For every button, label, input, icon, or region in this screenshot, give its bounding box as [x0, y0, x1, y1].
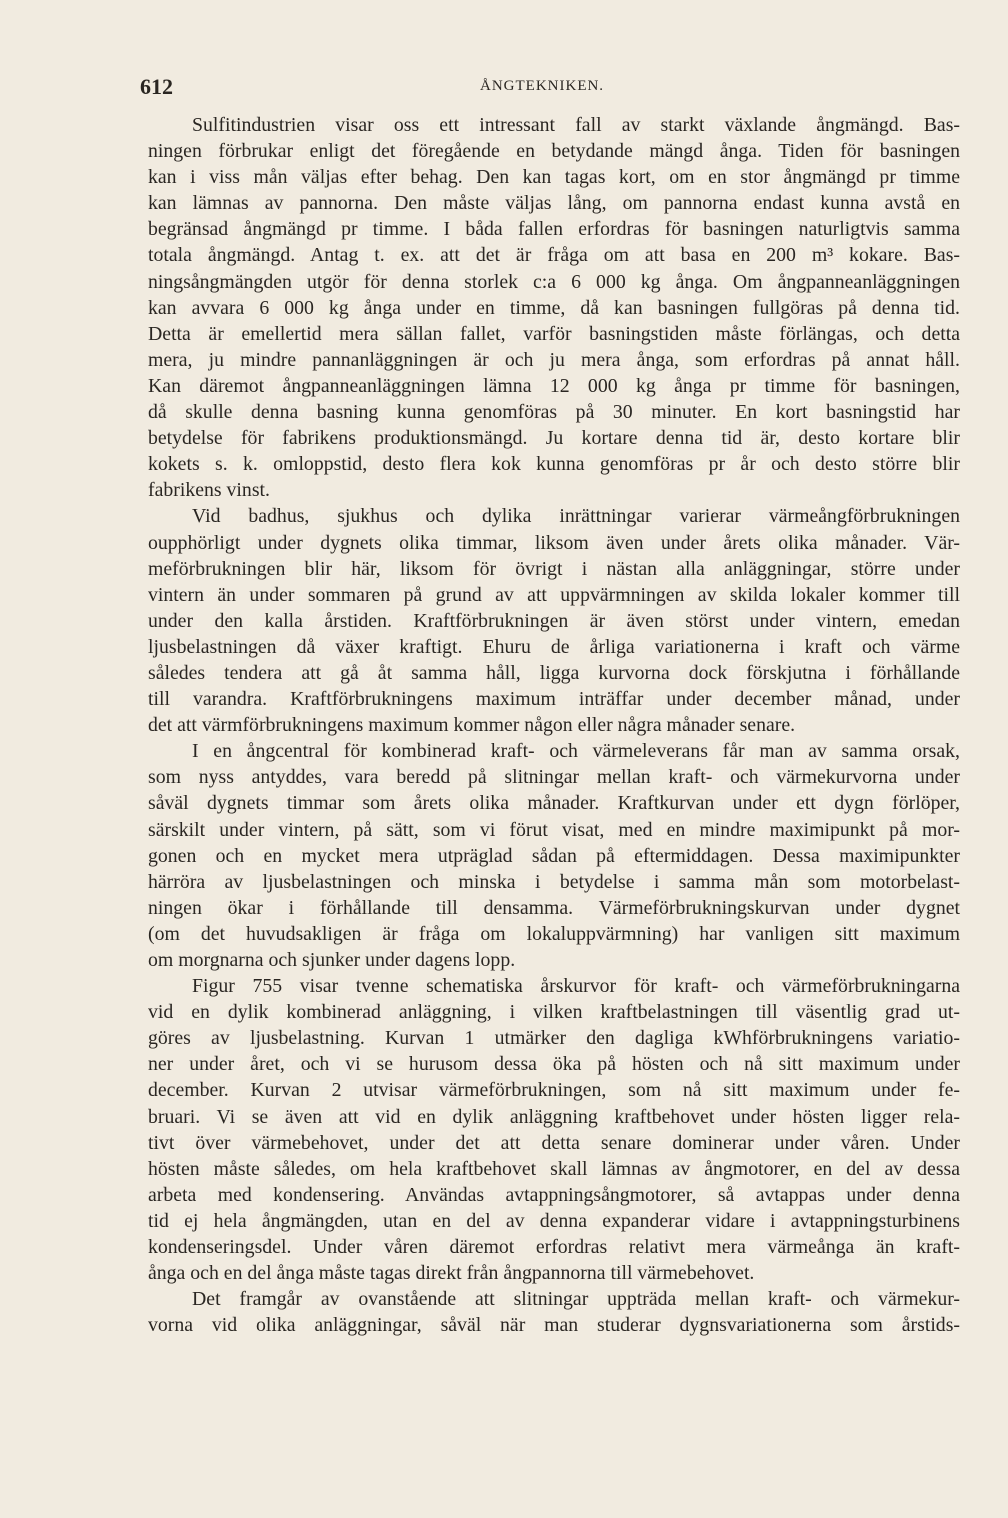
text-line: begränsad ångmängd pr timme. I båda fallen erfordras för basningen naturligtvis samma: [148, 218, 960, 241]
text-line: ningen ökar i förhållande till densamma. Värmeförbrukningskurvan under dygnet: [148, 896, 960, 919]
text-line: mera, ju mindre pannanläggningen är och ju mera ånga, som erfordras på annat håll.: [148, 348, 960, 371]
text-line: totala ångmängd. Antag t. ex. att det är fråga om att basa en 200 m³ kokare. Bas-: [148, 244, 960, 267]
text-line: under den kalla årstiden. Kraftförbrukningen är även störst under vintern, emedan: [148, 609, 960, 632]
running-head: ÅNGTEKNIKEN.: [480, 78, 605, 94]
text-line: Det framgår av ovanstående att slitningar uppträda mellan kraft- och värmekur-: [192, 1288, 960, 1311]
text-line: kokets s. k. omloppstid, desto flera kok kunna genomföras pr år och desto större blir: [148, 453, 960, 476]
text-line: ningen förbrukar enligt det föregående en betydande mängd ånga. Tiden för basningen: [148, 140, 960, 163]
text-line: arbeta med kondensering. Användas avtappningsångmotorer, så avtappas under denna: [148, 1183, 960, 1206]
text-line: såväl dygnets timmar som årets olika månader. Kraftkurvan under ett dygn förlöper,: [148, 792, 960, 815]
text-line: vorna vid olika anläggningar, såväl när man studerar dygnsvariationerna som årstids-: [148, 1314, 960, 1337]
body-text: [148, 112, 960, 1338]
text-line: meförbrukningen blir här, liksom för övrigt i nästan alla anläggningar, större under: [148, 557, 960, 580]
text-line: kondenseringsdel. Under våren däremot erfordras relativt mera värmeånga än kraft-: [148, 1236, 960, 1259]
text-line: (om det huvudsakligen är fråga om lokaluppvärmning) har vanligen sitt maximum: [148, 922, 960, 945]
text-line: göres av ljusbelastning. Kurvan 1 utmärker den dagliga kWhförbrukningens variatio-: [148, 1027, 960, 1050]
text-line: ningsångmängden utgör för denna storlek c:a 6 000 kg ånga. Om ångpanneanläggningen: [148, 270, 960, 293]
text-line: betydelse för fabrikens produktionsmängd. Ju kortare denna tid är, desto kortare blir: [148, 427, 960, 450]
text-line: särskilt under vintern, på sätt, som vi förut visat, med en mindre maximipunkt på mor-: [148, 818, 960, 841]
text-line: om morgnarna och sjunker under dagens lopp.: [148, 949, 516, 971]
text-line: som nyss antyddes, vara beredd på slitningar mellan kraft- och värmekurvorna under: [148, 766, 960, 789]
text-line: kan avvara 6 000 kg ånga under en timme, då kan basningen fullgöras på denna tid.: [148, 296, 960, 319]
text-line: december. Kurvan 2 utvisar värmeförbrukningen, som nå sitt maximum under fe-: [148, 1079, 960, 1102]
text-line: Figur 755 visar tvenne schematiska årskurvor för kraft- och värmeförbrukningarna: [192, 975, 960, 998]
text-line: ner under året, och vi se hurusom dessa öka på hösten och nå sitt maximum under: [148, 1053, 960, 1076]
text-line: härröra av ljusbelastningen och minska i betydelse i samma mån som motorbelast-: [148, 870, 960, 893]
text-line: Vid badhus, sjukhus och dylika inrättningar varierar värmeångförbrukningen: [192, 505, 960, 528]
text-line: Sulfitindustrien visar oss ett intressant fall av starkt växlande ångmängd. Bas-: [192, 114, 960, 136]
text-line: vid en dylik kombinerad anläggning, i vilken kraftbelastningen till väsentlig grad ut-: [148, 1001, 960, 1024]
text-line: oupphörligt under dygnets olika timmar, liksom även under årets olika månader. Vär-: [148, 531, 960, 554]
text-line: gonen och en mycket mera utpräglad sådan på eftermiddagen. Dessa maximipunkter: [148, 844, 960, 867]
text-line: tivt över värmebehovet, under det att detta senare dominerar under våren. Under: [148, 1131, 960, 1154]
text-line: Detta är emellertid mera sällan fallet, varför basningstiden måste förlängas, och detta: [148, 322, 960, 345]
text-line: således tendera att gå åt samma håll, ligga kurvorna dock förskjutna i förhållande: [148, 661, 960, 684]
text-line: hösten måste således, om hela kraftbehovet skall lämnas av ångmotorer, en del av dessa: [148, 1157, 960, 1180]
text-line: fabrikens vinst.: [148, 479, 270, 502]
text-line: ånga och en del ånga måste tagas direkt från ångpannorna till värmebehovet.: [148, 1262, 755, 1285]
text-line: tid ej hela ångmängden, utan en del av denna expanderar vidare i avtappningsturbinens: [148, 1209, 960, 1232]
text-line: ljusbelastningen då växer kraftigt. Ehuru de årliga variationerna i kraft och värme: [148, 635, 960, 658]
text-line: I en ångcentral för kombinerad kraft- och värmeleverans får man av samma orsak,: [192, 740, 960, 763]
text-line: Kan däremot ångpanneanläggningen lämna 12 000 kg ånga pr timme för basningen,: [148, 374, 960, 397]
text-line: kan i viss mån väljas efter behag. Den kan tagas kort, om en stor ångmängd pr timme: [148, 166, 960, 189]
text-line: bruari. Vi se även att vid en dylik anläggning kraftbehovet under hösten ligger rela-: [148, 1105, 960, 1128]
text-line: det att värmförbrukningens maximum kommer någon eller några månader senare.: [148, 714, 796, 737]
text-line: då skulle denna basning kunna genomföras på 30 minuter. En kort basningstid har: [148, 401, 960, 424]
text-line: vintern än under sommaren på grund av att uppvärmningen av skilda lokaler kommer till: [148, 583, 960, 606]
text-line: till varandra. Kraftförbrukningens maximum inträffar under december månad, under: [148, 688, 960, 711]
page-number: 612: [140, 74, 173, 99]
page-header: [140, 74, 960, 102]
text-line: kan lämnas av pannorna. Den måste väljas lång, om pannorna endast kunna avstå en: [148, 192, 960, 215]
